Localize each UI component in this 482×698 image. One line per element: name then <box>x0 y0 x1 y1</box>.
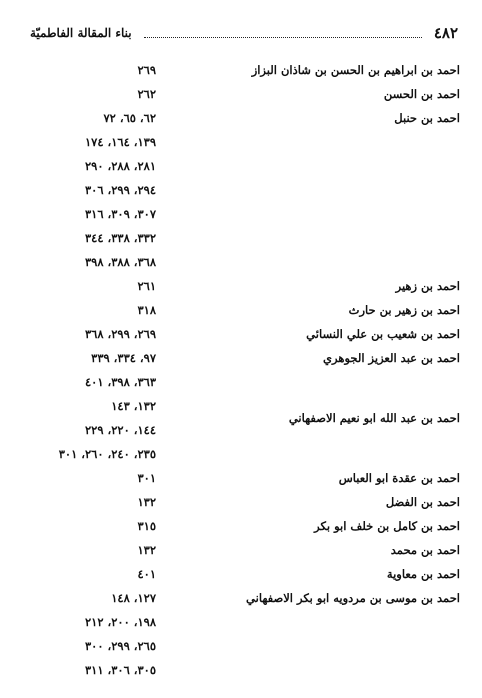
entry-page-refs: ٢٦٢ <box>137 87 156 101</box>
index-entry-line <box>36 394 460 425</box>
index-entry <box>36 514 460 538</box>
entry-page-refs: ٣٣٢، ٣٣٨، ٣٤٤ <box>84 231 156 245</box>
index-entry <box>36 106 460 274</box>
index-entry <box>36 466 460 490</box>
index-entry-line <box>36 466 460 490</box>
entry-page-refs: ١٩٨، ٢٠٠، ٢١٢ <box>84 615 156 629</box>
entry-page-refs: ٢٦٥، ٢٩٩، ٣٠٠ <box>84 639 156 653</box>
entry-page-refs: ١٣٢، ١٤٣ <box>111 399 156 413</box>
entry-page-refs: ١٣٢ <box>137 495 156 509</box>
index-entry <box>36 346 460 394</box>
entry-name: احمد بن معاوية <box>386 567 460 581</box>
entry-name: احمد بن كامل بن خلف ابو بكر <box>314 519 460 533</box>
entry-name: احمد بن الحسن <box>383 87 460 101</box>
running-title: بناء المقالة الفاطميّة <box>30 26 132 40</box>
entry-name: احمد بن الفضل <box>385 495 460 509</box>
index-entry-line <box>36 562 460 586</box>
page-number: ٤٨٢ <box>433 24 458 42</box>
entry-page-refs: ٢٣٥، ٢٤٠، ٢٦٠، ٣٠١ <box>58 447 156 461</box>
entry-page-refs: ١٣٢ <box>137 543 156 557</box>
running-header <box>30 20 458 46</box>
index-entry-line <box>36 418 460 442</box>
index-list <box>36 58 460 682</box>
index-entry-line <box>36 178 460 202</box>
entry-page-refs: ٦٢، ٦٥، ٧٢ <box>103 111 156 125</box>
entry-page-refs: ٣٠٥، ٣٠٦، ٣١١ <box>84 663 156 677</box>
entry-name: احمد بن عقدة ابو العباس <box>338 471 460 485</box>
index-entry <box>36 298 460 322</box>
index-entry-line <box>36 346 460 370</box>
index-entry-line <box>36 514 460 538</box>
index-entry-line <box>36 322 460 346</box>
index-entry <box>36 82 460 106</box>
entry-page-refs: ٢٦٩ <box>137 63 156 77</box>
entry-page-refs: ١٤٤، ٢٢٠، ٢٢٩ <box>84 423 156 437</box>
entry-page-refs: ٣٦٣، ٣٩٨، ٤٠١ <box>84 375 156 389</box>
index-entry <box>36 394 460 466</box>
index-entry-line <box>36 586 460 610</box>
index-entry-line <box>36 82 460 106</box>
index-entry-line <box>36 154 460 178</box>
entry-page-refs: ٢٦١ <box>137 279 156 293</box>
entry-page-refs: ٣٠٧، ٣٠٩، ٣١٦ <box>84 207 156 221</box>
entry-page-refs: ٣٠١ <box>137 471 156 485</box>
index-entry-line <box>36 58 460 82</box>
index-entry-line <box>36 370 460 394</box>
entry-name: احمد بن محمد <box>390 543 460 557</box>
entry-page-refs: ٢٩٤، ٢٩٩، ٣٠٦ <box>84 183 156 197</box>
index-entry <box>36 490 460 514</box>
index-entry-line <box>36 226 460 250</box>
entry-page-refs: ٢٦٩، ٢٩٩، ٣٦٨ <box>84 327 156 341</box>
entry-page-refs: ٣٦٨، ٣٨٨، ٣٩٨ <box>84 255 156 269</box>
index-entry-line <box>36 274 460 298</box>
index-entry-line <box>36 298 460 322</box>
index-entry <box>36 586 460 682</box>
entry-page-refs: ٣١٥ <box>137 519 156 533</box>
index-entry <box>36 274 460 298</box>
entry-name: احمد بن حنبل <box>394 111 460 125</box>
index-entry-line <box>36 250 460 274</box>
entry-name: احمد بن زهير <box>395 279 460 293</box>
index-entry-line <box>36 130 460 154</box>
index-entry-line <box>36 610 460 634</box>
index-entry <box>36 58 460 82</box>
index-entry-line <box>36 106 460 130</box>
entry-page-refs: ٤٠١ <box>137 567 156 581</box>
entry-page-refs: ١٢٧، ١٤٨ <box>111 591 156 605</box>
index-entry <box>36 538 460 562</box>
entry-page-refs: ٩٧، ٣٣٤، ٣٣٩ <box>91 351 156 365</box>
entry-page-refs: ٣١٨ <box>137 303 156 317</box>
entry-name: احمد بن ابراهيم بن الحسن بن شاذان البزاز <box>251 63 460 77</box>
entry-name: احمد بن عبد الله ابو نعيم الاصفهاني <box>288 411 460 425</box>
index-entry-line <box>36 658 460 682</box>
entry-page-refs: ١٣٩، ١٦٤، ١٧٤ <box>84 135 156 149</box>
entry-name: احمد بن زهير بن حارث <box>348 303 460 317</box>
entry-name: احمد بن شعيب بن علي النسائي <box>306 327 460 341</box>
entry-page-refs: ٢٨١، ٢٨٨، ٢٩٠ <box>84 159 156 173</box>
header-dotted-leader <box>144 29 422 38</box>
entry-name: احمد بن عبد العزيز الجوهري <box>323 351 460 365</box>
entry-name: احمد بن موسى بن مردويه ابو بكر الاصفهاني <box>246 591 460 605</box>
index-entry <box>36 562 460 586</box>
index-entry-line <box>36 538 460 562</box>
index-entry <box>36 322 460 346</box>
index-entry-line <box>36 490 460 514</box>
index-entry-line <box>36 634 460 658</box>
index-entry-line <box>36 442 460 466</box>
index-entry-line <box>36 202 460 226</box>
